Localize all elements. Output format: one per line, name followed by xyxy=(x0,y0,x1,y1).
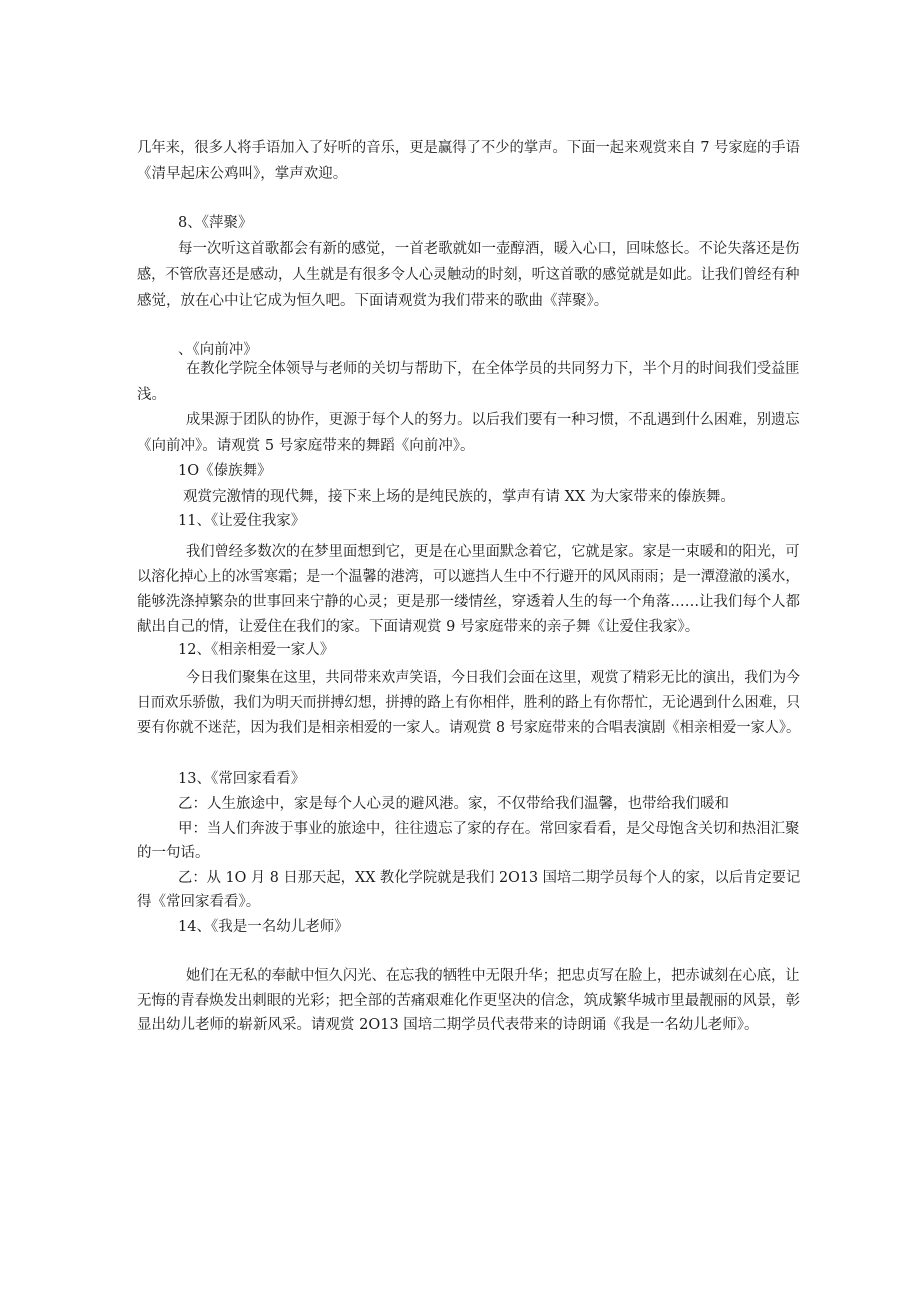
section-8-line-2: 感，不管欣喜还是感动，人生就是有很多令人心灵触动的时刻，听这首歌的感觉就是如此。让我们曾经有种 xyxy=(137,267,800,283)
section-13a-line-1: 乙：人生旅途中，家是每个人心灵的避风港。家，不仅带给我们温馨，也带给我们暖和 xyxy=(178,796,729,812)
section-14-line-2: 无悔的青春焕发出刺眼的光彩；把全部的苦痛艰难化作更坚决的信念，筑成繁华城市里最靓丽的风景，彰 xyxy=(137,993,800,1009)
section-heading-10: 1O《傣族舞》 xyxy=(178,463,272,479)
section-11-line-3: 能够洗涤掉繁杂的世事回来宁静的心灵；更是那一缕情丝，穿透着人生的每一个角落……让我们每个人都 xyxy=(137,594,800,610)
section-13c-line-2: 得《常回家看看》。 xyxy=(137,894,261,910)
section-13b-line-2: 的一句话。 xyxy=(137,845,210,861)
section-12-line-3: 要有你就不迷茫，因为我们是相亲相爱的一家人。请观赏 8 号家庭带来的合唱表演剧《相亲相爱一家人》。 xyxy=(137,720,801,736)
section-8-line-1: 每一次听这首歌都会有新的感觉，一首老歌就如一壶醇酒，暖入心口，回味悠长。不论失落还是伤 xyxy=(178,241,800,257)
section-9b-line-1: 成果源于团队的协作，更源于每个人的努力。以后我们要有一种习惯，不乱遇到什么困难，别遗忘 xyxy=(186,412,800,428)
section-12-line-2: 日而欢乐骄傲，我们为明天而拼搏幻想，拼搏的路上有你相伴，胜利的路上有你帮忙，无论遇到什么困难，只 xyxy=(137,695,801,711)
section-9a-line-1: 在教化学院全体领导与老师的关切与帮助下，在全体学员的共同努力下，半个月的时间我们受益匪 xyxy=(186,361,800,377)
section-14-line-3: 显出幼儿老师的崭新风采。请观赏 2O13 国培二期学员代表带来的诗朗诵《我是一名幼儿老师》。 xyxy=(137,1017,759,1033)
section-9b-line-2: 《向前冲》。请观赏 5 号家庭带来的舞蹈《向前冲》。 xyxy=(137,438,475,454)
intro-line-1: 几年来，很多人将手语加入了好听的音乐，更是赢得了不少的掌声。下面一起来观赏来自 7 号家庭的手语 xyxy=(137,140,800,156)
section-11-line-4: 献出自己的情，让爱住在我们的家。下面请观赏 9 号家庭带来的亲子舞《让爱住我家》。 xyxy=(137,619,700,635)
section-heading-14: 14、《我是一名幼儿老师》 xyxy=(178,919,349,935)
section-14-line-1: 她们在无私的奉献中恒久闪光、在忘我的牺牲中无限升华；把忠贞写在脸上，把赤诚刻在心底，让 xyxy=(186,968,800,984)
intro-line-2: 《清早起床公鸡叫》，掌声欢迎。 xyxy=(137,166,348,182)
section-9a-line-2: 浅。 xyxy=(137,387,166,403)
section-13b-line-1: 甲：当人们奔波于事业的旅途中，往往遗忘了家的存在。常回家看看，是父母饱含关切和热泪汇聚 xyxy=(178,821,800,837)
section-13c-line-1: 乙：从 1O 月 8 日那天起，XX 教化学院就是我们 2O13 国培二期学员每个人的家，以后肯定要记 xyxy=(178,870,801,886)
section-11-line-2: 以溶化掉心上的冰雪寒霜；是一个温馨的港湾，可以遮挡人生中不行避开的风风雨雨；是一潭澄澈的溪水， xyxy=(137,569,800,585)
section-10-line-1: 观赏完激情的现代舞，接下来上场的是纯民族的，掌声有请 XX 为大家带来的傣族舞。 xyxy=(183,489,735,505)
section-heading-8: 8、《萍聚》 xyxy=(178,215,253,231)
section-heading-9: 、《向前冲》 xyxy=(178,342,258,358)
section-12-line-1: 今日我们聚集在这里，共同带来欢声笑语，今日我们会面在这里，观赏了精彩无比的演出，我们为今 xyxy=(186,670,801,686)
section-heading-11: 11、《让爱住我家》 xyxy=(178,513,306,529)
section-heading-13: 13、《常回家看看》 xyxy=(178,771,306,787)
section-11-line-1: 我们曾经多数次的在梦里面想到它，更是在心里面默念着它，它就是家。家是一束暖和的阳光，可 xyxy=(186,544,800,560)
section-heading-12: 12、《相亲相爱一家人》 xyxy=(178,642,335,658)
section-8-line-3: 感觉，放在心中让它成为恒久吧。下面请观赏为我们带来的歌曲《萍聚》。 xyxy=(137,293,609,309)
